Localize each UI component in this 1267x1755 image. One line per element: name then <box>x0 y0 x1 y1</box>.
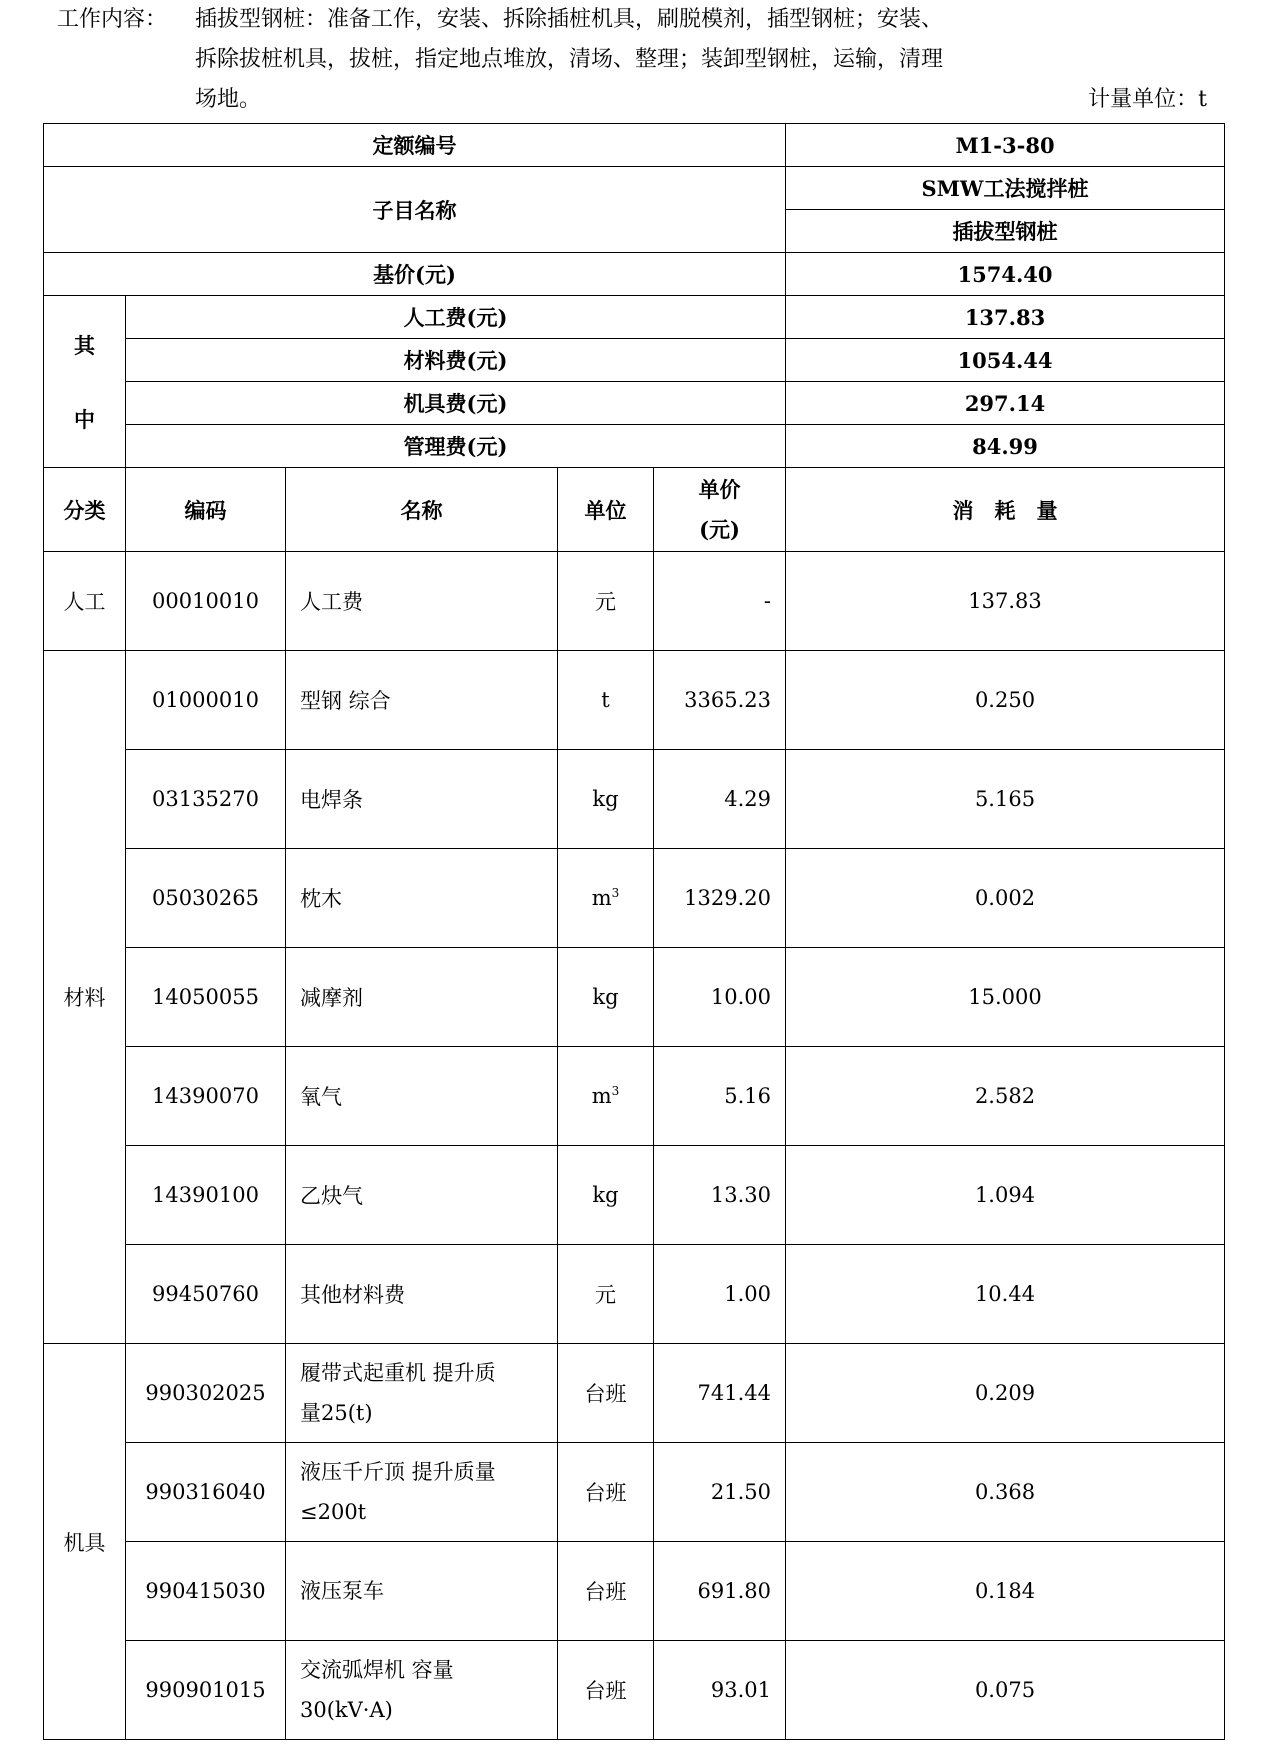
name-cell: 氧气 <box>286 1047 558 1146</box>
name-cell: 减摩剂 <box>286 948 558 1047</box>
col-consumption: 消 耗 量 <box>786 468 1225 552</box>
price-cell: 1329.20 <box>654 849 786 948</box>
table-row <box>44 750 1225 849</box>
qty-cell: 0.184 <box>786 1542 1225 1641</box>
name-cell: 液压泵车 <box>286 1542 558 1641</box>
labor-cost-value: 137.83 <box>786 296 1225 339</box>
table-row <box>44 1641 1225 1740</box>
quota-code-value: M1-3-80 <box>786 124 1225 167</box>
name-cell: 电焊条 <box>286 750 558 849</box>
table-row <box>44 651 1225 750</box>
qty-cell: 0.002 <box>786 849 1225 948</box>
table-row <box>44 1344 1225 1443</box>
measure-unit: 计量单位：t <box>1088 87 1207 112</box>
qty-cell: 10.44 <box>786 1245 1225 1344</box>
code-cell: 01000010 <box>126 651 286 750</box>
category-material: 材料 <box>44 651 126 1344</box>
code-cell: 990415030 <box>126 1542 286 1641</box>
name-cell: 型钢 综合 <box>286 651 558 750</box>
table-row <box>44 552 1225 651</box>
price-cell: 691.80 <box>654 1542 786 1641</box>
name-cell: 其他材料费 <box>286 1245 558 1344</box>
quota-code-label: 定额编号 <box>44 124 786 167</box>
code-cell: 14390070 <box>126 1047 286 1146</box>
col-code: 编码 <box>126 468 286 552</box>
unit-cell: kg <box>558 948 654 1047</box>
base-price-value: 1574.40 <box>786 253 1225 296</box>
item-name-value: 插拔型钢桩 <box>786 210 1225 253</box>
management-cost-value: 84.99 <box>786 425 1225 468</box>
item-name-value: SMW工法搅拌桩 <box>786 167 1225 210</box>
table-row <box>44 849 1225 948</box>
unit-cell: $m^3$ <box>558 1047 654 1146</box>
material-cost-label: 材料费(元) <box>126 339 786 382</box>
code-cell: 05030265 <box>126 849 286 948</box>
qty-cell: 15.000 <box>786 948 1225 1047</box>
unit-cell: 台班 <box>558 1542 654 1641</box>
code-cell: 00010010 <box>126 552 286 651</box>
qty-cell: 1.094 <box>786 1146 1225 1245</box>
name-cell: 液压千斤顶 提升质量 ≤200t <box>286 1443 558 1542</box>
unit-cell: kg <box>558 750 654 849</box>
name-cell: 交流弧焊机 容量 30(kV·A) <box>286 1641 558 1740</box>
qty-cell: 5.165 <box>786 750 1225 849</box>
price-cell: 741.44 <box>654 1344 786 1443</box>
unit-cell: kg <box>558 1146 654 1245</box>
code-cell: 990302025 <box>126 1344 286 1443</box>
price-cell: 5.16 <box>654 1047 786 1146</box>
work-content-label: 工作内容： <box>57 7 168 32</box>
price-cell: 93.01 <box>654 1641 786 1740</box>
qty-cell: 0.250 <box>786 651 1225 750</box>
col-category: 分类 <box>44 468 126 552</box>
table-row <box>44 1443 1225 1542</box>
material-cost-value: 1054.44 <box>786 339 1225 382</box>
qizhong-label: 其 中 <box>44 296 126 468</box>
item-name-label: 子目名称 <box>44 167 786 253</box>
name-cell: 乙炔气 <box>286 1146 558 1245</box>
unit-cell: 台班 <box>558 1443 654 1542</box>
labor-cost-label: 人工费(元) <box>126 296 786 339</box>
machine-cost-value: 297.14 <box>786 382 1225 425</box>
price-cell: 4.29 <box>654 750 786 849</box>
work-content-line: 拆除拔桩机具，拔桩，指定地点堆放，清场、整理；装卸型钢桩，运输，清理 <box>195 47 944 72</box>
table-row <box>44 948 1225 1047</box>
unit-cell: t <box>558 651 654 750</box>
name-cell: 人工费 <box>286 552 558 651</box>
table-row <box>44 1146 1225 1245</box>
table-row <box>44 1047 1225 1146</box>
unit-cell: 台班 <box>558 1641 654 1740</box>
unit-cell: $m^3$ <box>558 849 654 948</box>
code-cell: 990901015 <box>126 1641 286 1740</box>
qty-cell: 0.075 <box>786 1641 1225 1740</box>
name-cell: 枕木 <box>286 849 558 948</box>
unit-cell: 元 <box>558 1245 654 1344</box>
qty-cell: 2.582 <box>786 1047 1225 1146</box>
price-cell: 1.00 <box>654 1245 786 1344</box>
table-row <box>44 1542 1225 1641</box>
code-cell: 14390100 <box>126 1146 286 1245</box>
management-cost-label: 管理费(元) <box>126 425 786 468</box>
col-name: 名称 <box>286 468 558 552</box>
qty-cell: 137.83 <box>786 552 1225 651</box>
code-cell: 99450760 <box>126 1245 286 1344</box>
col-price: 单价 (元) <box>654 468 786 552</box>
category-machine: 机具 <box>44 1344 126 1740</box>
price-cell: 21.50 <box>654 1443 786 1542</box>
quota-table <box>43 123 1225 1740</box>
table-row <box>44 1245 1225 1344</box>
work-content <box>57 0 1207 120</box>
unit-cell: 台班 <box>558 1344 654 1443</box>
code-cell: 14050055 <box>126 948 286 1047</box>
qty-cell: 0.368 <box>786 1443 1225 1542</box>
work-content-line: 插拔型钢桩：准备工作，安装、拆除插桩机具，刷脱模剂，插型钢桩；安装、 <box>195 7 944 32</box>
work-content-line: 场地。 <box>195 87 262 112</box>
price-cell: 10.00 <box>654 948 786 1047</box>
code-cell: 990316040 <box>126 1443 286 1542</box>
qty-cell: 0.209 <box>786 1344 1225 1443</box>
unit-cell: 元 <box>558 552 654 651</box>
price-cell: 13.30 <box>654 1146 786 1245</box>
col-unit: 单位 <box>558 468 654 552</box>
name-cell: 履带式起重机 提升质 量25(t) <box>286 1344 558 1443</box>
machine-cost-label: 机具费(元) <box>126 382 786 425</box>
code-cell: 03135270 <box>126 750 286 849</box>
price-cell: - <box>654 552 786 651</box>
base-price-label: 基价(元) <box>44 253 786 296</box>
price-cell: 3365.23 <box>654 651 786 750</box>
category-labor: 人工 <box>44 552 126 651</box>
